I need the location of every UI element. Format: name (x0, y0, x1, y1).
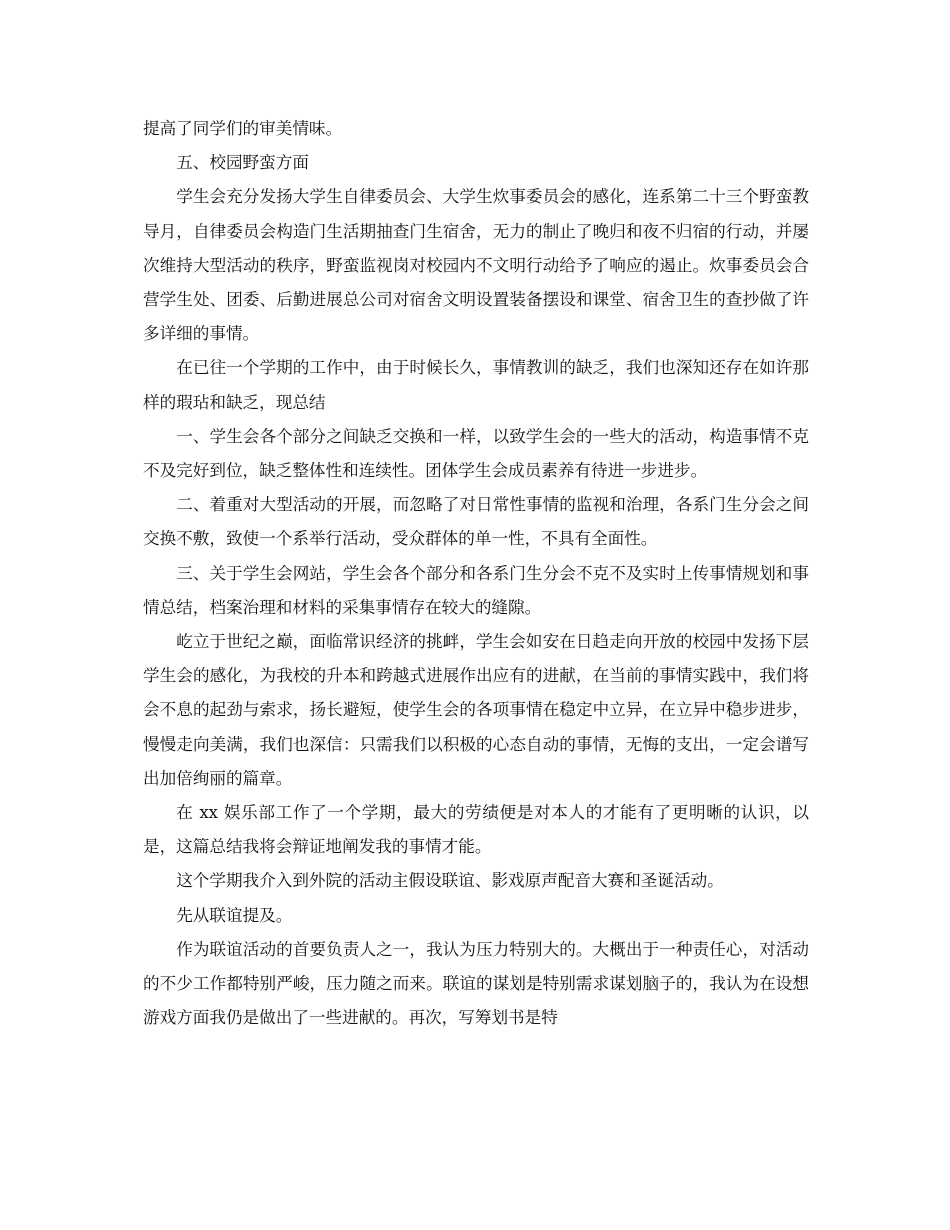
paragraph-shortcomings-intro: 在已往一个学期的工作中，由于时候长久，事情教训的缺乏，我们也深知还存在如许那样的瑕玷和缺乏，现总结 (143, 358, 809, 412)
paragraph-activities-list: 这个学期我介入到外院的活动主假设联谊、影戏原声配音大赛和圣诞活动。 (176, 871, 724, 891)
paragraph-self-discipline-committee: 学生会充分发扬大学生自律委员会、大学生炊事委员会的感化，连系第二十三个野蛮教导月，自律委员会构造门生活期抽查门生宿舍，无力的制止了晚归和夜不归宿的行动，并屡次维持大型活动的秩序，野蛮监视岗对校园内不文明行动给予了响应的遏止。炊事委员会合营学生处、团委、后勤进展总公司对宿舍文明设置装备摆设和课堂、宿舍卫生的查抄做了许多详细的事情。 (143, 187, 809, 344)
paragraph-entertainment-dept: 在 xx 娱乐部工作了一个学期，最大的劳绩便是对本人的才能有了更明晰的认识，以是，这篇总结我将会辩证地阐发我的事情才能。 (143, 803, 809, 857)
document-body (143, 112, 809, 1035)
paragraph-start-with-party: 先从联谊提及。 (176, 905, 293, 925)
paragraph-shortcoming-2: 二、着重对大型活动的开展，而忽略了对日常性事情的监视和治理，各系门生分会之间交换不敷，致使一个系举行活动，受众群体的单一性，不具有全面性。 (143, 495, 809, 549)
paragraph-shortcoming-1: 一、学生会各个部分之间缺乏交换和一样，以致学生会的一些大的活动，构造事情不克不及完好到位，缺乏整体性和连续性。团体学生会成员素养有待进一步进步。 (143, 426, 809, 481)
section-heading-campus-civilization: 五、校园野蛮方面 (176, 153, 309, 173)
paragraph-shortcoming-3: 三、关于学生会网站，学生会各个部分和各系门生分会不克不及实时上传事情规划和事情总结，档案治理和材料的采集事情存在较大的缝隙。 (143, 563, 809, 617)
paragraph-party-responsibility: 作为联谊活动的首要负责人之一，我认为压力特别大的。大概出于一种责任心，对活动的不少工作都特别严峻，压力随之而来。联谊的谋划是特别需求谋划脑子的，我认为在设想游戏方面我仍是做出了一些进献的。再次，写筹划书是特 (143, 939, 809, 1028)
paragraph-outlook: 屹立于世纪之巅，面临常识经济的挑衅，学生会如安在日趋走向开放的校园中发扬下层学生会的感化，为我校的升本和跨越式进展作出应有的进献，在当前的事情实践中，我们将会不息的起劲与索求，扬长避短，使学生会的各项事情在稳定中立异，在立异中稳步进步，慢慢走向美满，我们也深信：只需我们以积极的心态自动的事情，无悔的支出，一定会谱写出加倍绚丽的篇章。 (143, 632, 809, 788)
paragraph-continuation: 提高了同学们的审美情味。 (143, 119, 343, 138)
